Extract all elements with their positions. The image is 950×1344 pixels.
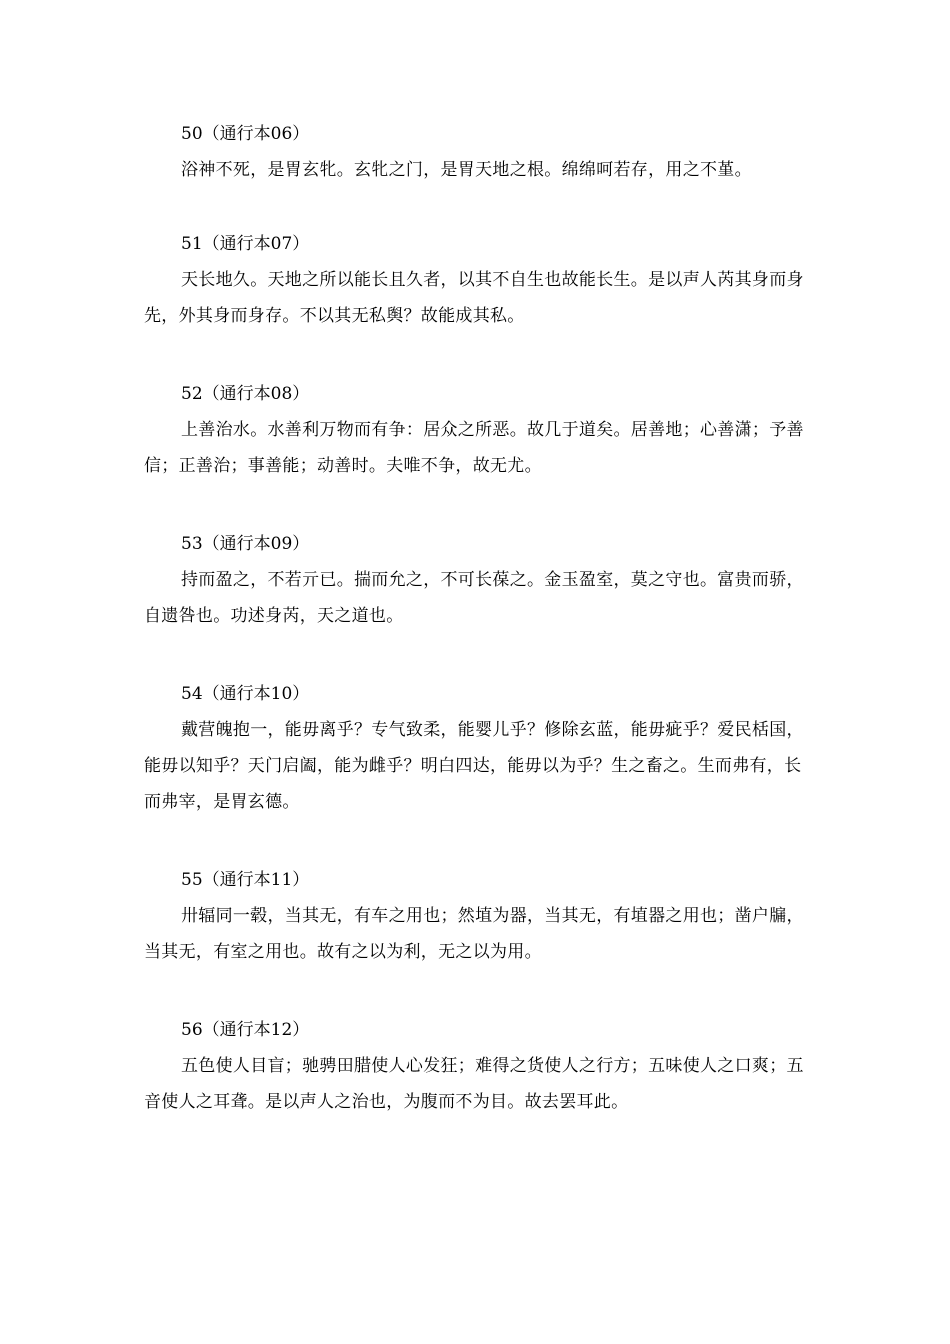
chapter-text: 五色使人目盲；驰骋田腊使人心发狂；难得之货使人之行方；五味使人之口爽；五音使人之耳聋。是以声人之治也，为腹而不为目。故去罢耳此。 [144, 1056, 804, 1112]
chapter-heading: 52（通行本08） [181, 384, 310, 404]
chapter-52 [144, 376, 814, 484]
chapter-53 [144, 526, 814, 634]
chapter-heading: 50（通行本06） [181, 124, 310, 144]
chapter-text: 天长地久。天地之所以能长且久者，以其不自生也故能长生。是以声人芮其身而身先，外其身而身存。不以其无私舆？故能成其私。 [144, 270, 804, 326]
chapter-50 [144, 116, 814, 188]
chapter-text: 持而盈之，不若亓已。揣而允之，不可长葆之。金玉盈室，莫之守也。富贵而骄，自遗咎也。功述身芮，天之道也。 [144, 570, 804, 626]
chapter-text: 上善治水。水善利万物而有争：居众之所恶。故几于道矣。居善地；心善潇；予善信；正善治；事善能；动善时。夫唯不争，故无尤。 [144, 420, 804, 476]
chapter-56 [144, 1012, 814, 1120]
chapter-text: 戴营魄抱一，能毋离乎？专气致柔，能婴儿乎？修除玄蓝，能毋疵乎？爱民栝国，能毋以知乎？天门启阖，能为雌乎？明白四达，能毋以为乎？生之畜之。生而弗有，长而弗宰，是胃玄德。 [144, 720, 804, 812]
chapter-text: 浴神不死，是胃玄牝。玄牝之门，是胃天地之根。绵绵呵若存，用之不堇。 [181, 160, 752, 180]
chapter-heading: 54（通行本10） [181, 684, 310, 704]
chapter-heading: 56（通行本12） [181, 1020, 310, 1040]
chapter-55 [144, 862, 814, 970]
chapter-heading: 51（通行本07） [181, 234, 310, 254]
chapter-54 [144, 676, 814, 820]
chapter-text: 卅辐同一毂，当其无，有车之用也；然埴为器，当其无，有埴器之用也；凿户牖，当其无，有室之用也。故有之以为利，无之以为用。 [144, 906, 804, 962]
chapter-heading: 53（通行本09） [181, 534, 310, 554]
chapter-heading: 55（通行本11） [181, 870, 310, 890]
chapter-51 [144, 226, 814, 334]
